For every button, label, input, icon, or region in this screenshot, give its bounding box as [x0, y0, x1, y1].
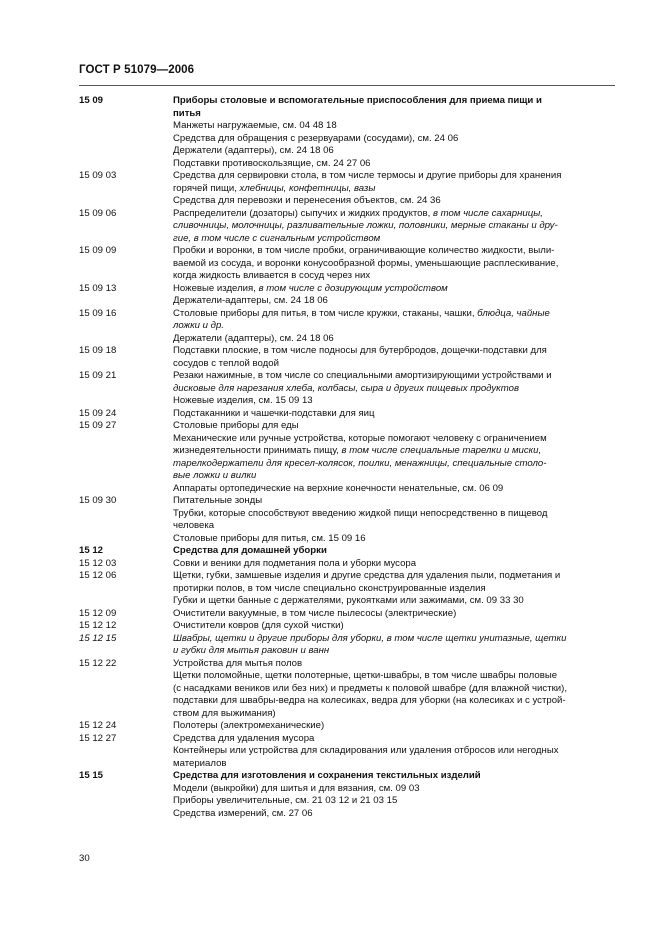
entry-code [79, 533, 173, 546]
entry-text-line [173, 520, 615, 533]
entry-text-line [173, 295, 615, 308]
entry-text [173, 245, 615, 283]
text-segment: жизнедеятельности принимать пищу, [173, 445, 342, 456]
text-segment: Приборы столовые и вспомогательные приспособления для приема пищи и [173, 95, 542, 106]
entry-text-line [173, 445, 615, 458]
text-segment: Столовые приборы для питья, см. 15 09 16 [173, 532, 366, 544]
entry-text [173, 545, 615, 558]
entry-code: 15 09 16 [79, 307, 117, 319]
text-segment: питья [173, 107, 201, 119]
text-segment: горячей пищи, [173, 182, 240, 194]
entry-code [79, 808, 173, 821]
text-segment: Средства для перевозки и перенесения объектов, см. 24 36 [173, 195, 441, 206]
entry-code [79, 395, 173, 408]
entry-code: 15 12 06 [79, 570, 117, 581]
entry-text-line [173, 683, 615, 696]
classification-row [79, 783, 615, 796]
classification-row [79, 508, 615, 533]
entry-text [173, 158, 615, 171]
entry-code: 15 12 12 [79, 620, 117, 631]
entry-text-line [173, 120, 615, 133]
entry-code [79, 508, 173, 533]
entry-text [173, 733, 615, 746]
text-segment: Средства для сервировки стола, в том числе термосы и другие приборы для хранения [173, 170, 562, 181]
classification-row [79, 345, 615, 370]
entry-code: 15 09 13 [79, 282, 117, 294]
text-segment: сосудов с теплой водой [173, 357, 279, 369]
text-segment: Подставки противоскользящие, см. 24 27 06 [173, 157, 371, 169]
entry-text-line [173, 608, 615, 621]
entry-code [79, 120, 173, 133]
text-segment: Очистители ковров (для сухой чистки) [173, 620, 344, 631]
entry-text [173, 658, 615, 671]
text-segment: человека [173, 520, 215, 531]
classification-row [79, 408, 615, 421]
classification-row [79, 145, 615, 158]
classification-row [79, 120, 615, 133]
entry-text [173, 433, 615, 483]
classification-row [79, 733, 615, 746]
section-heading-row [79, 95, 615, 120]
classification-row [79, 420, 615, 433]
entry-text-line [173, 370, 615, 383]
entry-text [173, 370, 615, 395]
text-segment: Манжеты нагружаемые, см. 04 48 18 [173, 120, 337, 131]
text-segment: Средства для удаления мусора [173, 732, 315, 744]
entry-code [79, 145, 173, 158]
italic-text-segment: сливочницы, молочницы, разливательные ложки, половники, мерные стаканы и дру- [173, 220, 558, 231]
classification-row [79, 658, 615, 671]
text-segment: Полотеры (электромеханические) [173, 720, 325, 731]
text-segment: Средства для обращения с резервуарами (сосудами), см. 24 06 [173, 132, 459, 144]
entry-text-line [173, 308, 615, 321]
entry-text [173, 633, 615, 658]
text-segment: Устройства для мытья полов [173, 657, 303, 669]
entry-text [173, 133, 615, 146]
text-segment: Средства для изготовления и сохранения текстильных изделий [173, 770, 481, 781]
document-header: ГОСТ Р 51079—2006 [79, 64, 195, 76]
classification-row [79, 133, 615, 146]
text-segment: Столовые приборы для питья, в том числе кружки, стаканы, чашки, [173, 307, 478, 319]
entry-text [173, 308, 615, 333]
entry-code [79, 795, 173, 808]
text-segment: Средства измерений, см. 27 06 [173, 807, 313, 819]
entry-text-line [173, 345, 615, 358]
text-segment: Очистители вакуумные, в том числе пылесосы (электрические) [173, 607, 457, 619]
classification-row [79, 720, 615, 733]
entry-text-line [173, 545, 615, 558]
entry-text-line [173, 183, 615, 196]
entry-text-line [173, 258, 615, 271]
entry-text [173, 570, 615, 595]
italic-text-segment: дисковые для нарезания хлеба, колбасы, сыра и других пищевых продуктов [173, 382, 520, 394]
text-segment: Резаки нажимные, в том числе со специальными амортизирующими устройствами и [173, 370, 552, 381]
entry-code: 15 09 21 [79, 370, 117, 381]
entry-code: 15 09 18 [79, 345, 117, 356]
entry-code: 15 12 [79, 545, 104, 556]
entry-code [79, 783, 173, 796]
classification-row [79, 308, 615, 333]
entry-code: 15 12 27 [79, 732, 117, 744]
entry-text-line [173, 770, 615, 783]
italic-text-segment: ложки и др. [173, 320, 224, 331]
entry-text-line [173, 145, 615, 158]
entry-code: 15 09 27 [79, 420, 117, 431]
entry-text-line [173, 733, 615, 746]
text-segment: Распределители (дозаторы) сыпучих и жидких продуктов, [173, 207, 433, 219]
entry-code: 15 15 [79, 770, 104, 781]
text-segment: подставки для швабры-ведра на колесиках, ведра для уборки (на колесиках и с устрой- [173, 695, 566, 706]
entry-text-line [173, 645, 615, 658]
text-segment: Ножевые изделия, см. 15 09 13 [173, 395, 313, 406]
classification-row [79, 283, 615, 296]
classification-row [79, 170, 615, 195]
entry-text-line [173, 108, 615, 121]
entry-text-line [173, 658, 615, 671]
section-heading-row [79, 545, 615, 558]
text-segment: когда жидкость вливается в сосуд через них [173, 270, 371, 281]
text-segment: Держатели (адаптеры), см. 24 18 06 [173, 145, 334, 156]
entry-text-line [173, 795, 615, 808]
entry-text [173, 508, 615, 533]
entry-code: 15 09 09 [79, 245, 117, 256]
classification-row [79, 670, 615, 720]
entry-text-line [173, 195, 615, 208]
entry-text-line [173, 470, 615, 483]
entry-code: 15 09 03 [79, 170, 117, 181]
text-segment: Держатели-адаптеры, см. 24 18 06 [173, 295, 328, 306]
classification-row [79, 195, 615, 208]
text-segment: Подстаканники и чашечки-подставки для яиц [173, 407, 375, 419]
text-segment: Губки и щетки банные с держателями, рукоятками или зажимами, см. 09 33 30 [173, 595, 524, 606]
entry-text-line [173, 695, 615, 708]
entry-text-line [173, 758, 615, 771]
classification-row [79, 295, 615, 308]
entry-code [79, 670, 173, 720]
entry-text [173, 558, 615, 571]
entry-text-line [173, 245, 615, 258]
entry-text [173, 408, 615, 421]
entry-text-line [173, 458, 615, 471]
classification-row [79, 208, 615, 246]
entry-text [173, 295, 615, 308]
entry-text [173, 795, 615, 808]
italic-text-segment: в том числе сахарницы, [432, 207, 543, 219]
entry-text-line [173, 420, 615, 433]
entry-text-line [173, 283, 615, 296]
entry-text [173, 533, 615, 546]
entry-code [79, 158, 173, 171]
entry-text-line [173, 170, 615, 183]
entry-text-line [173, 745, 615, 758]
entry-code [79, 745, 173, 770]
entry-text-line [173, 358, 615, 371]
entry-code: 15 09 30 [79, 495, 117, 506]
entry-text-line [173, 483, 615, 496]
entry-text [173, 770, 615, 783]
text-segment: Питательные зонды [173, 495, 263, 506]
entry-text-line [173, 408, 615, 421]
classification-row [79, 620, 615, 633]
classification-row [79, 808, 615, 821]
entry-text [173, 208, 615, 246]
entry-code [79, 595, 173, 608]
entry-text [173, 595, 615, 608]
entry-text [173, 195, 615, 208]
italic-text-segment: и губки для мытья раковин и ванн [173, 645, 330, 656]
italic-text-segment: тарелкодержатели для кресел-колясок, поилки, менажницы, специальные столо- [173, 457, 547, 469]
italic-text-segment: вые ложки и вилки [173, 470, 257, 481]
text-segment: материалов [173, 757, 227, 769]
entry-code: 15 09 24 [79, 407, 117, 419]
entry-text [173, 345, 615, 370]
entry-text-line [173, 633, 615, 646]
classification-row [79, 608, 615, 621]
text-segment: Механические или ручные устройства, которые помогают человеку с ограничением [173, 432, 547, 444]
entry-text-line [173, 508, 615, 521]
classification-row [79, 570, 615, 595]
entry-code: 15 12 22 [79, 657, 117, 669]
entry-text-line [173, 708, 615, 721]
entry-text-line [173, 383, 615, 396]
italic-text-segment: в том числе с дозирующим устройством [258, 282, 448, 294]
section-heading-row [79, 770, 615, 783]
entry-text [173, 95, 615, 120]
entry-text-line [173, 433, 615, 446]
entry-text-line [173, 220, 615, 233]
classification-row [79, 558, 615, 571]
classification-row [79, 158, 615, 171]
entry-text-line [173, 133, 615, 146]
entry-text-line [173, 533, 615, 546]
italic-text-segment: блюдца, чайные [477, 307, 550, 319]
text-segment: ством для выжимания) [173, 707, 276, 719]
entry-text [173, 120, 615, 133]
entry-text-line [173, 670, 615, 683]
text-segment: Аппараты ортопедические на верхние конечности ненательные, см. 06 09 [173, 482, 504, 494]
entry-text [173, 670, 615, 720]
entry-code: 15 12 03 [79, 557, 117, 569]
entry-code [79, 483, 173, 496]
text-segment: Модели (выкройки) для шитья и для вязания, см. 09 03 [173, 782, 420, 794]
entry-text-line [173, 783, 615, 796]
text-segment: (с насадками веников или без них) и предметы к половой швабре (для влажной чистки), [173, 682, 568, 694]
classification-entries [79, 95, 615, 820]
classification-row [79, 745, 615, 770]
classification-row [79, 533, 615, 546]
entry-text [173, 495, 615, 508]
text-segment: Подставки плоские, в том числе подносы для бутербродов, дощечки-подставки для [173, 345, 547, 356]
classification-row [79, 483, 615, 496]
entry-text [173, 283, 615, 296]
entry-text [173, 608, 615, 621]
classification-row [79, 370, 615, 395]
classification-row [79, 495, 615, 508]
italic-text-segment: в том числе специальные тарелки и миски, [341, 445, 542, 456]
classification-row [79, 333, 615, 346]
entry-text-line [173, 233, 615, 246]
entry-text [173, 483, 615, 496]
entry-text [173, 170, 615, 195]
entry-text [173, 395, 615, 408]
text-segment: Приборы увеличительные, см. 21 03 12 и 21 03 15 [173, 795, 398, 806]
entry-code [79, 433, 173, 483]
entry-text-line [173, 583, 615, 596]
entry-code: 15 12 24 [79, 720, 117, 731]
entry-text [173, 720, 615, 733]
entry-code [79, 333, 173, 346]
entry-code [79, 295, 173, 308]
entry-text [173, 783, 615, 796]
entry-text [173, 620, 615, 633]
entry-text-line [173, 595, 615, 608]
page-number: 30 [79, 853, 90, 864]
entry-text-line [173, 808, 615, 821]
italic-text-segment: Швабры, щетки и другие приборы для уборки, в том числе щетки унитазные, щетки [173, 632, 567, 644]
entry-text [173, 420, 615, 433]
classification-row [79, 395, 615, 408]
entry-code: 15 09 [79, 95, 104, 106]
entry-text [173, 745, 615, 770]
entry-text-line [173, 558, 615, 571]
entry-text-line [173, 620, 615, 633]
text-segment: Контейнеры или устройства для складирования или удаления отбросов или негодных [173, 745, 559, 756]
text-segment: Совки и веники для подметания пола и уборки мусора [173, 557, 417, 569]
text-segment: Держатели (адаптеры), см. 24 18 06 [173, 332, 334, 344]
entry-text-line [173, 208, 615, 221]
entry-text [173, 808, 615, 821]
entry-text-line [173, 495, 615, 508]
classification-row [79, 245, 615, 283]
text-segment: Пробки и воронки, в том числе пробки, ограничивающие количество жидкости, выли- [173, 245, 555, 256]
entry-code [79, 195, 173, 208]
italic-text-segment: гие, в том числе с сигнальным устройством [173, 232, 381, 244]
entry-text [173, 145, 615, 158]
text-segment: Трубки, которые способствуют введению жидкой пищи непосредственно в пищевод [173, 507, 548, 519]
text-segment: Щетки, губки, замшевые изделия и другие средства для удаления пыли, подметания и [173, 570, 561, 581]
entry-code: 15 12 09 [79, 607, 117, 619]
entry-text-line [173, 720, 615, 733]
header-divider [79, 85, 615, 86]
classification-row [79, 633, 615, 658]
entry-code: 15 09 06 [79, 207, 117, 219]
classification-row [79, 433, 615, 483]
classification-row [79, 595, 615, 608]
text-segment: ваемой из сосуда, и воронки конусообразной формы, уменьшающие расплескивание, [173, 257, 559, 269]
italic-text-segment: хлебницы, конфетницы, вазы [239, 182, 376, 194]
entry-text-line [173, 95, 615, 108]
text-segment: Столовые приборы для еды [173, 420, 299, 431]
entry-text-line [173, 270, 615, 283]
entry-text-line [173, 333, 615, 346]
text-segment: Средства для домашней уборки [173, 545, 327, 556]
entry-text [173, 333, 615, 346]
entry-text-line [173, 158, 615, 171]
text-segment: протирки полов, в том числе специально сконструированные изделия [173, 582, 486, 594]
entry-text-line [173, 570, 615, 583]
text-segment: Щетки поломойные, щетки полотерные, щетки-швабры, в том числе швабры половые [173, 670, 558, 681]
entry-code: 15 12 15 [79, 632, 117, 644]
entry-text-line [173, 320, 615, 333]
classification-row [79, 795, 615, 808]
entry-code [79, 133, 173, 146]
entry-text-line [173, 395, 615, 408]
text-segment: Ножевые изделия, [173, 282, 259, 294]
